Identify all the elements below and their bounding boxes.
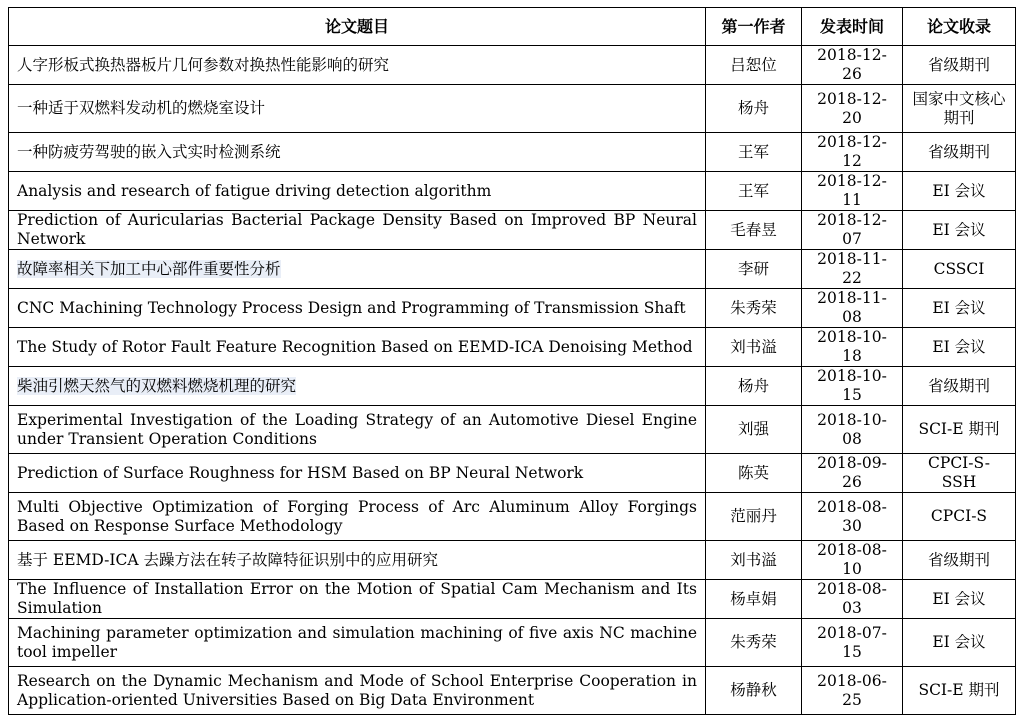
publish-date: 2018-07-15 — [802, 619, 903, 667]
publish-date: 2018-11-22 — [802, 250, 903, 289]
first-author: 朱秀荣 — [706, 619, 802, 667]
highlighted-title: 柴油引燃天然气的双燃料燃烧机理的研究 — [17, 376, 297, 395]
publish-date: 2018-12-07 — [802, 211, 903, 250]
publish-date: 2018-12-12 — [802, 133, 903, 172]
highlighted-title: 故障率相关下加工中心部件重要性分析 — [17, 259, 281, 278]
indexed-in: EI 会议 — [903, 211, 1016, 250]
paper-title: 一种适于双燃料发动机的燃烧室设计 — [9, 85, 706, 133]
table-row — [9, 328, 1016, 367]
table-row — [9, 133, 1016, 172]
table-row — [9, 85, 1016, 133]
header-date: 发表时间 — [802, 8, 903, 46]
paper-title: Research on the Dynamic Mechanism and Mode of School Enterprise Cooperation in Application-oriented Universities Based on Big Data Environment — [9, 667, 706, 715]
table-row — [9, 289, 1016, 328]
indexed-in: EI 会议 — [903, 172, 1016, 211]
first-author: 杨舟 — [706, 367, 802, 406]
first-author: 杨舟 — [706, 85, 802, 133]
indexed-in: 省级期刊 — [903, 133, 1016, 172]
publish-date: 2018-12-11 — [802, 172, 903, 211]
paper-title: Multi Objective Optimization of Forging Process of Arc Aluminum Alloy Forgings Based on Response Surface Methodology — [9, 493, 706, 541]
table-row — [9, 250, 1016, 289]
first-author: 杨静秋 — [706, 667, 802, 715]
table-row — [9, 46, 1016, 85]
publication-table — [8, 7, 1016, 715]
first-author: 毛春昱 — [706, 211, 802, 250]
paper-title: 一种防疲劳驾驶的嵌入式实时检测系统 — [9, 133, 706, 172]
indexed-in: EI 会议 — [903, 328, 1016, 367]
indexed-in: 国家中文核心期刊 — [903, 85, 1016, 133]
indexed-in: 省级期刊 — [903, 46, 1016, 85]
publish-date: 2018-08-03 — [802, 580, 903, 619]
first-author: 陈英 — [706, 454, 802, 493]
first-author: 刘书溢 — [706, 328, 802, 367]
first-author: 杨卓娟 — [706, 580, 802, 619]
first-author: 刘书溢 — [706, 541, 802, 580]
indexed-in: CPCI-S-SSH — [903, 454, 1016, 493]
first-author: 王军 — [706, 172, 802, 211]
first-author: 朱秀荣 — [706, 289, 802, 328]
indexed-in: CPCI-S — [903, 493, 1016, 541]
table-header-row — [9, 8, 1016, 46]
publish-date: 2018-06-25 — [802, 667, 903, 715]
table-row — [9, 580, 1016, 619]
indexed-in: CSSCI — [903, 250, 1016, 289]
paper-title: CNC Machining Technology Process Design and Programming of Transmission Shaft — [9, 289, 706, 328]
header-title: 论文题目 — [9, 8, 706, 46]
paper-title: The Influence of Installation Error on the Motion of Spatial Cam Mechanism and Its Simulation — [9, 580, 706, 619]
publish-date: 2018-08-30 — [802, 493, 903, 541]
publish-date: 2018-11-08 — [802, 289, 903, 328]
publish-date: 2018-08-10 — [802, 541, 903, 580]
publish-date: 2018-10-15 — [802, 367, 903, 406]
table-row — [9, 406, 1016, 454]
indexed-in: EI 会议 — [903, 619, 1016, 667]
header-venue: 论文收录 — [903, 8, 1016, 46]
paper-title: Prediction of Auricularias Bacterial Package Density Based on Improved BP Neural Network — [9, 211, 706, 250]
indexed-in: SCI-E 期刊 — [903, 406, 1016, 454]
paper-title: Machining parameter optimization and simulation machining of five axis NC machine tool impeller — [9, 619, 706, 667]
paper-title: The Study of Rotor Fault Feature Recognition Based on EEMD-ICA Denoising Method — [9, 328, 706, 367]
table-row — [9, 541, 1016, 580]
indexed-in: EI 会议 — [903, 580, 1016, 619]
indexed-in: SCI-E 期刊 — [903, 667, 1016, 715]
paper-title: 人字形板式换热器板片几何参数对换热性能影响的研究 — [9, 46, 706, 85]
table-row — [9, 619, 1016, 667]
paper-title — [9, 367, 706, 406]
publish-date: 2018-12-26 — [802, 46, 903, 85]
first-author: 李研 — [706, 250, 802, 289]
paper-title: Analysis and research of fatigue driving detection algorithm — [9, 172, 706, 211]
table-row — [9, 172, 1016, 211]
table-row — [9, 493, 1016, 541]
paper-title: 基于 EEMD-ICA 去躁方法在转子故障特征识别中的应用研究 — [9, 541, 706, 580]
publish-date: 2018-10-18 — [802, 328, 903, 367]
table-row — [9, 367, 1016, 406]
first-author: 吕恕位 — [706, 46, 802, 85]
table-row — [9, 211, 1016, 250]
header-author: 第一作者 — [706, 8, 802, 46]
paper-title — [9, 250, 706, 289]
publish-date: 2018-09-26 — [802, 454, 903, 493]
table-row — [9, 667, 1016, 715]
publish-date: 2018-10-08 — [802, 406, 903, 454]
first-author: 王军 — [706, 133, 802, 172]
indexed-in: 省级期刊 — [903, 367, 1016, 406]
table-row — [9, 454, 1016, 493]
indexed-in: 省级期刊 — [903, 541, 1016, 580]
paper-title: Experimental Investigation of the Loading Strategy of an Automotive Diesel Engine under Transient Operation Conditions — [9, 406, 706, 454]
first-author: 刘强 — [706, 406, 802, 454]
first-author: 范丽丹 — [706, 493, 802, 541]
indexed-in: EI 会议 — [903, 289, 1016, 328]
paper-title: Prediction of Surface Roughness for HSM Based on BP Neural Network — [9, 454, 706, 493]
publish-date: 2018-12-20 — [802, 85, 903, 133]
